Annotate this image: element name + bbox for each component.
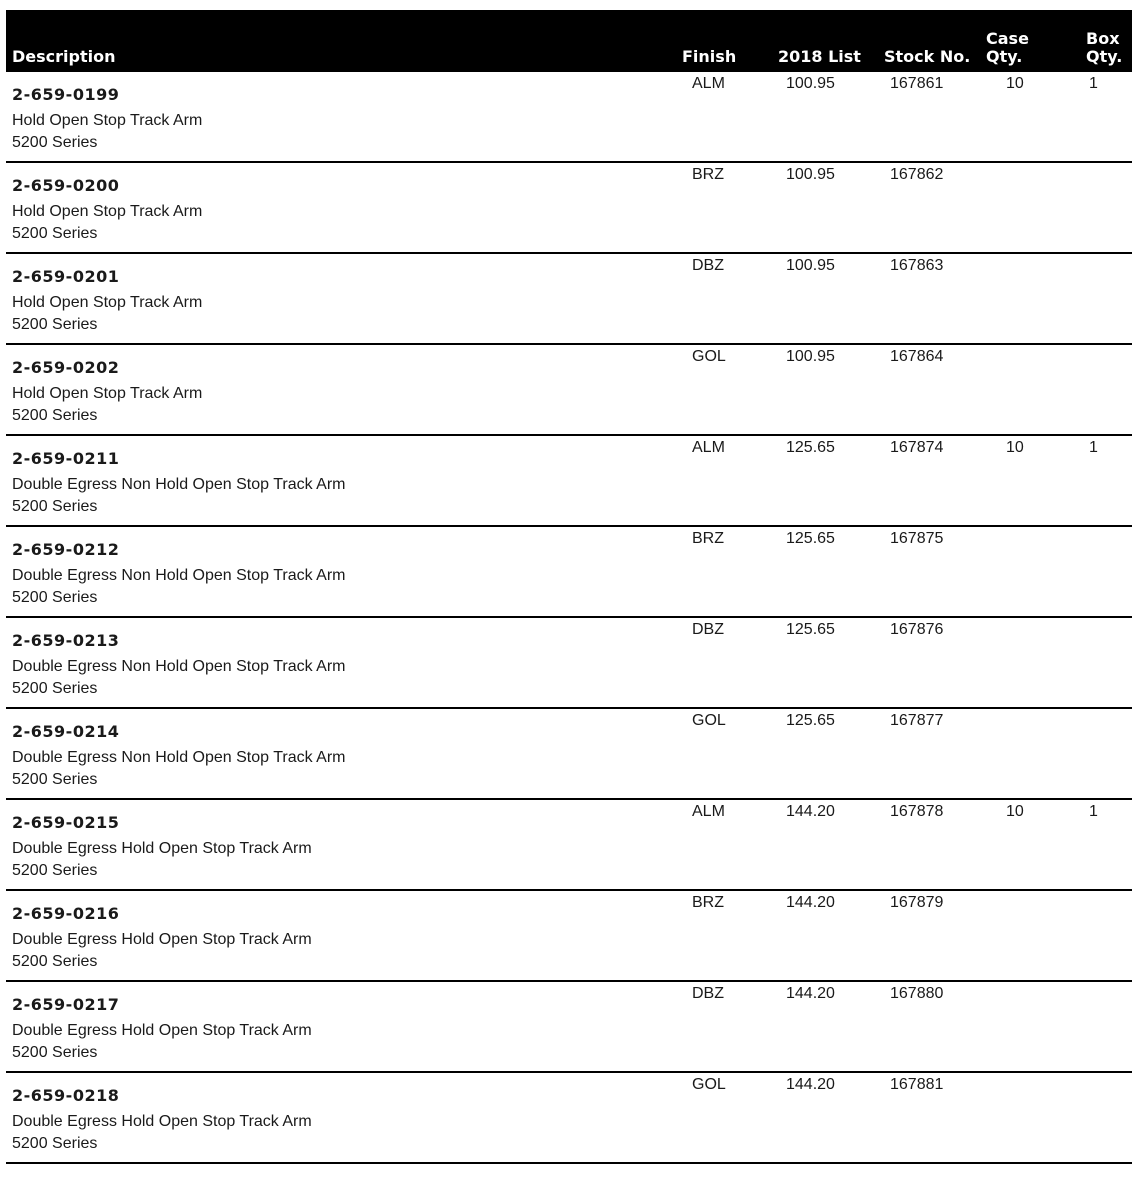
case-qty-cell: 10 (1006, 439, 1024, 456)
stock-number-cell: 167864 (890, 348, 944, 365)
stock-number-cell: 167881 (890, 1076, 944, 1093)
list-price-cell: 125.65 (786, 621, 835, 638)
item-description: Double Egress Hold Open Stop Track Arm (12, 1022, 312, 1039)
item-description: Hold Open Stop Track Arm (12, 112, 203, 129)
column-header-case-qty: Case Qty. (986, 29, 1029, 66)
case-qty-cell: 10 (1006, 803, 1024, 820)
finish-cell: ALM (692, 439, 725, 456)
part-number: 2-659-0211 (12, 449, 120, 468)
table-header (6, 10, 1132, 72)
item-series: 5200 Series (12, 1135, 98, 1152)
item-series: 5200 Series (12, 498, 98, 515)
list-price-cell: 100.95 (786, 348, 835, 365)
stock-number-cell: 167877 (890, 712, 944, 729)
part-number: 2-659-0213 (12, 631, 120, 650)
item-series: 5200 Series (12, 953, 98, 970)
item-series: 5200 Series (12, 225, 98, 242)
stock-number-cell: 167874 (890, 439, 944, 456)
part-number: 2-659-0217 (12, 995, 120, 1014)
case-qty-cell: 10 (1006, 75, 1024, 92)
item-description: Double Egress Hold Open Stop Track Arm (12, 1113, 312, 1130)
finish-cell: ALM (692, 75, 725, 92)
stock-number-cell: 167875 (890, 530, 944, 547)
box-qty-cell: 1 (1089, 75, 1098, 92)
table-row (6, 982, 1132, 1073)
list-price-cell: 144.20 (786, 985, 835, 1002)
list-price-cell: 144.20 (786, 894, 835, 911)
part-number: 2-659-0200 (12, 176, 120, 195)
part-number: 2-659-0214 (12, 722, 120, 741)
list-price-cell: 100.95 (786, 166, 835, 183)
column-header-box-qty: Box Qty. (1086, 29, 1123, 66)
stock-number-cell: 167876 (890, 621, 944, 638)
table-row (6, 163, 1132, 254)
finish-cell: ALM (692, 803, 725, 820)
column-header-description: Description (12, 47, 116, 66)
item-description: Hold Open Stop Track Arm (12, 385, 203, 402)
item-description: Hold Open Stop Track Arm (12, 203, 203, 220)
table-row (6, 527, 1132, 618)
item-description: Double Egress Non Hold Open Stop Track Arm (12, 476, 346, 493)
table-row (6, 709, 1132, 800)
part-number: 2-659-0201 (12, 267, 120, 286)
stock-number-cell: 167880 (890, 985, 944, 1002)
list-price-cell: 144.20 (786, 1076, 835, 1093)
item-series: 5200 Series (12, 680, 98, 697)
list-price-cell: 125.65 (786, 530, 835, 547)
finish-cell: GOL (692, 1076, 726, 1093)
part-number: 2-659-0212 (12, 540, 120, 559)
finish-cell: BRZ (692, 894, 724, 911)
part-number: 2-659-0216 (12, 904, 120, 923)
finish-cell: BRZ (692, 166, 724, 183)
item-description: Double Egress Hold Open Stop Track Arm (12, 840, 312, 857)
list-price-cell: 100.95 (786, 75, 835, 92)
stock-number-cell: 167861 (890, 75, 944, 92)
item-series: 5200 Series (12, 771, 98, 788)
item-series: 5200 Series (12, 316, 98, 333)
item-description: Double Egress Non Hold Open Stop Track Arm (12, 749, 346, 766)
list-price-cell: 100.95 (786, 257, 835, 274)
stock-number-cell: 167862 (890, 166, 944, 183)
table-row (6, 1073, 1132, 1164)
item-series: 5200 Series (12, 134, 98, 151)
stock-number-cell: 167879 (890, 894, 944, 911)
list-price-cell: 144.20 (786, 803, 835, 820)
price-table (6, 10, 1132, 1164)
item-series: 5200 Series (12, 862, 98, 879)
table-row (6, 72, 1132, 163)
column-header-finish: Finish (682, 47, 737, 66)
finish-cell: BRZ (692, 530, 724, 547)
table-row (6, 254, 1132, 345)
finish-cell: DBZ (692, 985, 724, 1002)
part-number: 2-659-0202 (12, 358, 120, 377)
item-description: Double Egress Non Hold Open Stop Track Arm (12, 567, 346, 584)
finish-cell: DBZ (692, 257, 724, 274)
finish-cell: GOL (692, 712, 726, 729)
finish-cell: DBZ (692, 621, 724, 638)
table-row (6, 800, 1132, 891)
finish-cell: GOL (692, 348, 726, 365)
column-header-stock-number: Stock No. (884, 47, 971, 66)
part-number: 2-659-0218 (12, 1086, 120, 1105)
item-description: Hold Open Stop Track Arm (12, 294, 203, 311)
part-number: 2-659-0199 (12, 85, 120, 104)
table-body (6, 72, 1132, 1164)
item-description: Double Egress Non Hold Open Stop Track Arm (12, 658, 346, 675)
box-qty-cell: 1 (1089, 439, 1098, 456)
stock-number-cell: 167863 (890, 257, 944, 274)
table-row (6, 345, 1132, 436)
part-number: 2-659-0215 (12, 813, 120, 832)
table-row (6, 618, 1132, 709)
table-row (6, 436, 1132, 527)
list-price-cell: 125.65 (786, 712, 835, 729)
item-series: 5200 Series (12, 1044, 98, 1061)
box-qty-cell: 1 (1089, 803, 1098, 820)
table-row (6, 891, 1132, 982)
item-series: 5200 Series (12, 589, 98, 606)
item-series: 5200 Series (12, 407, 98, 424)
item-description: Double Egress Hold Open Stop Track Arm (12, 931, 312, 948)
list-price-cell: 125.65 (786, 439, 835, 456)
column-header-list-price: 2018 List (778, 47, 861, 66)
stock-number-cell: 167878 (890, 803, 944, 820)
